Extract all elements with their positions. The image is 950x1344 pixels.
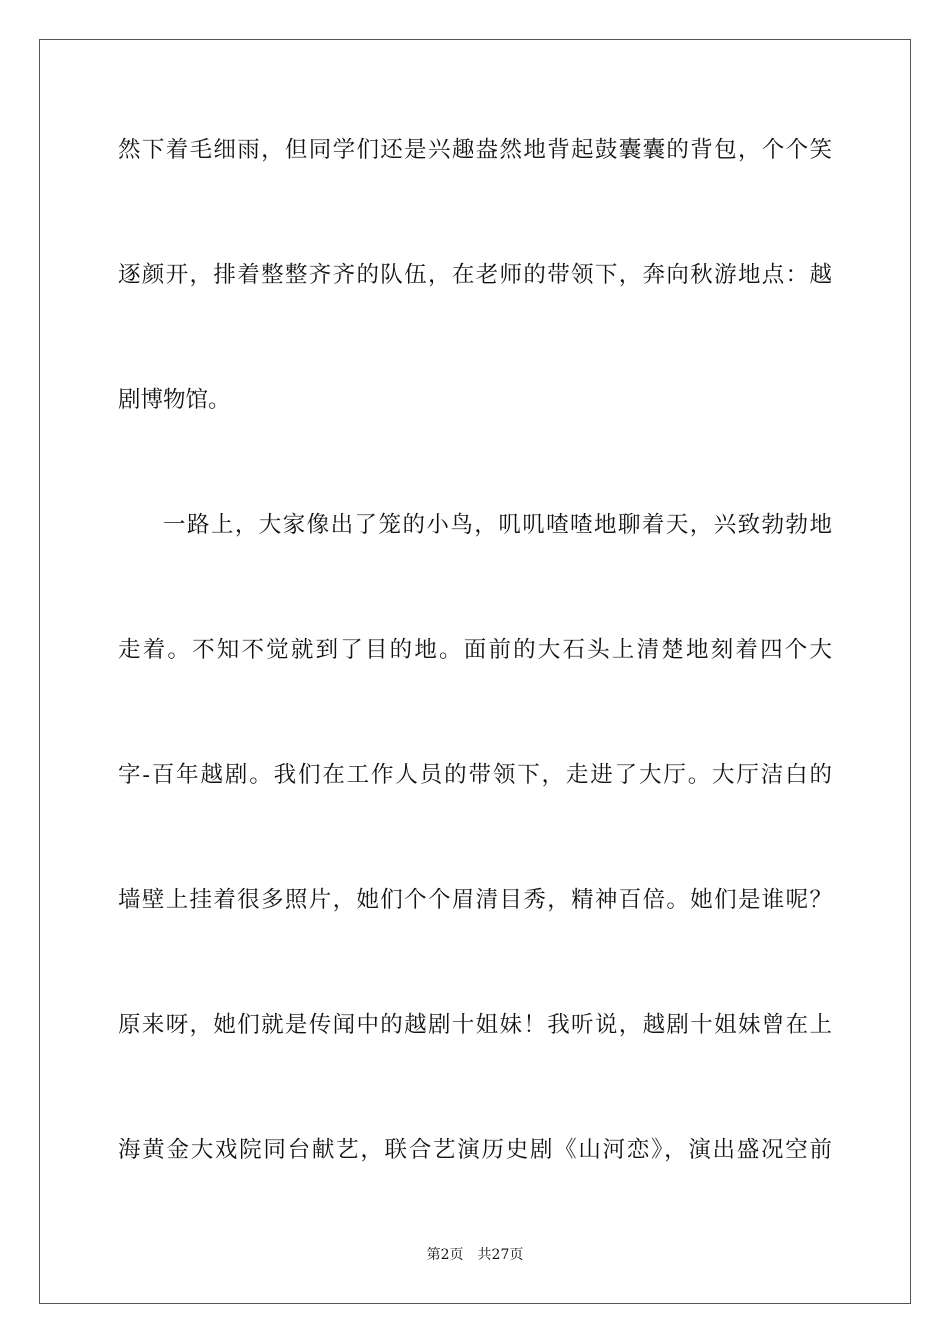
text-line: 剧博物馆。 xyxy=(118,387,231,413)
text-line: 走着。不知不觉就到了目的地。面前的大石头上清楚地刻着四个大 xyxy=(118,637,832,663)
page-footer xyxy=(0,1246,950,1264)
text-line: 字-百年越剧。我们在工作人员的带领下，走进了大厅。大厅洁白的 xyxy=(118,762,832,788)
page-border xyxy=(39,39,911,1304)
text-line: 海黄金大戏院同台献艺，联合艺演历史剧《山河恋》，演出盛况空前 xyxy=(118,1137,832,1163)
text-line: 逐颜开，排着整整齐齐的队伍，在老师的带领下，奔向秋游地点：越 xyxy=(118,262,832,288)
paragraph-first-line: 一路上，大家像出了笼的小鸟，叽叽喳喳地聊着天，兴致勃勃地 xyxy=(163,512,832,538)
total-pages: 共27页 xyxy=(477,1247,524,1263)
text-line: 墙壁上挂着很多照片，她们个个眉清目秀，精神百倍。她们是谁呢？ xyxy=(118,887,832,913)
page-number: 第2页 xyxy=(426,1247,464,1263)
text-line: 原来呀，她们就是传闻中的越剧十姐妹！我听说，越剧十姐妹曾在上 xyxy=(118,1012,832,1038)
text-line: 然下着毛细雨，但同学们还是兴趣盎然地背起鼓囊囊的背包，个个笑 xyxy=(118,137,832,163)
